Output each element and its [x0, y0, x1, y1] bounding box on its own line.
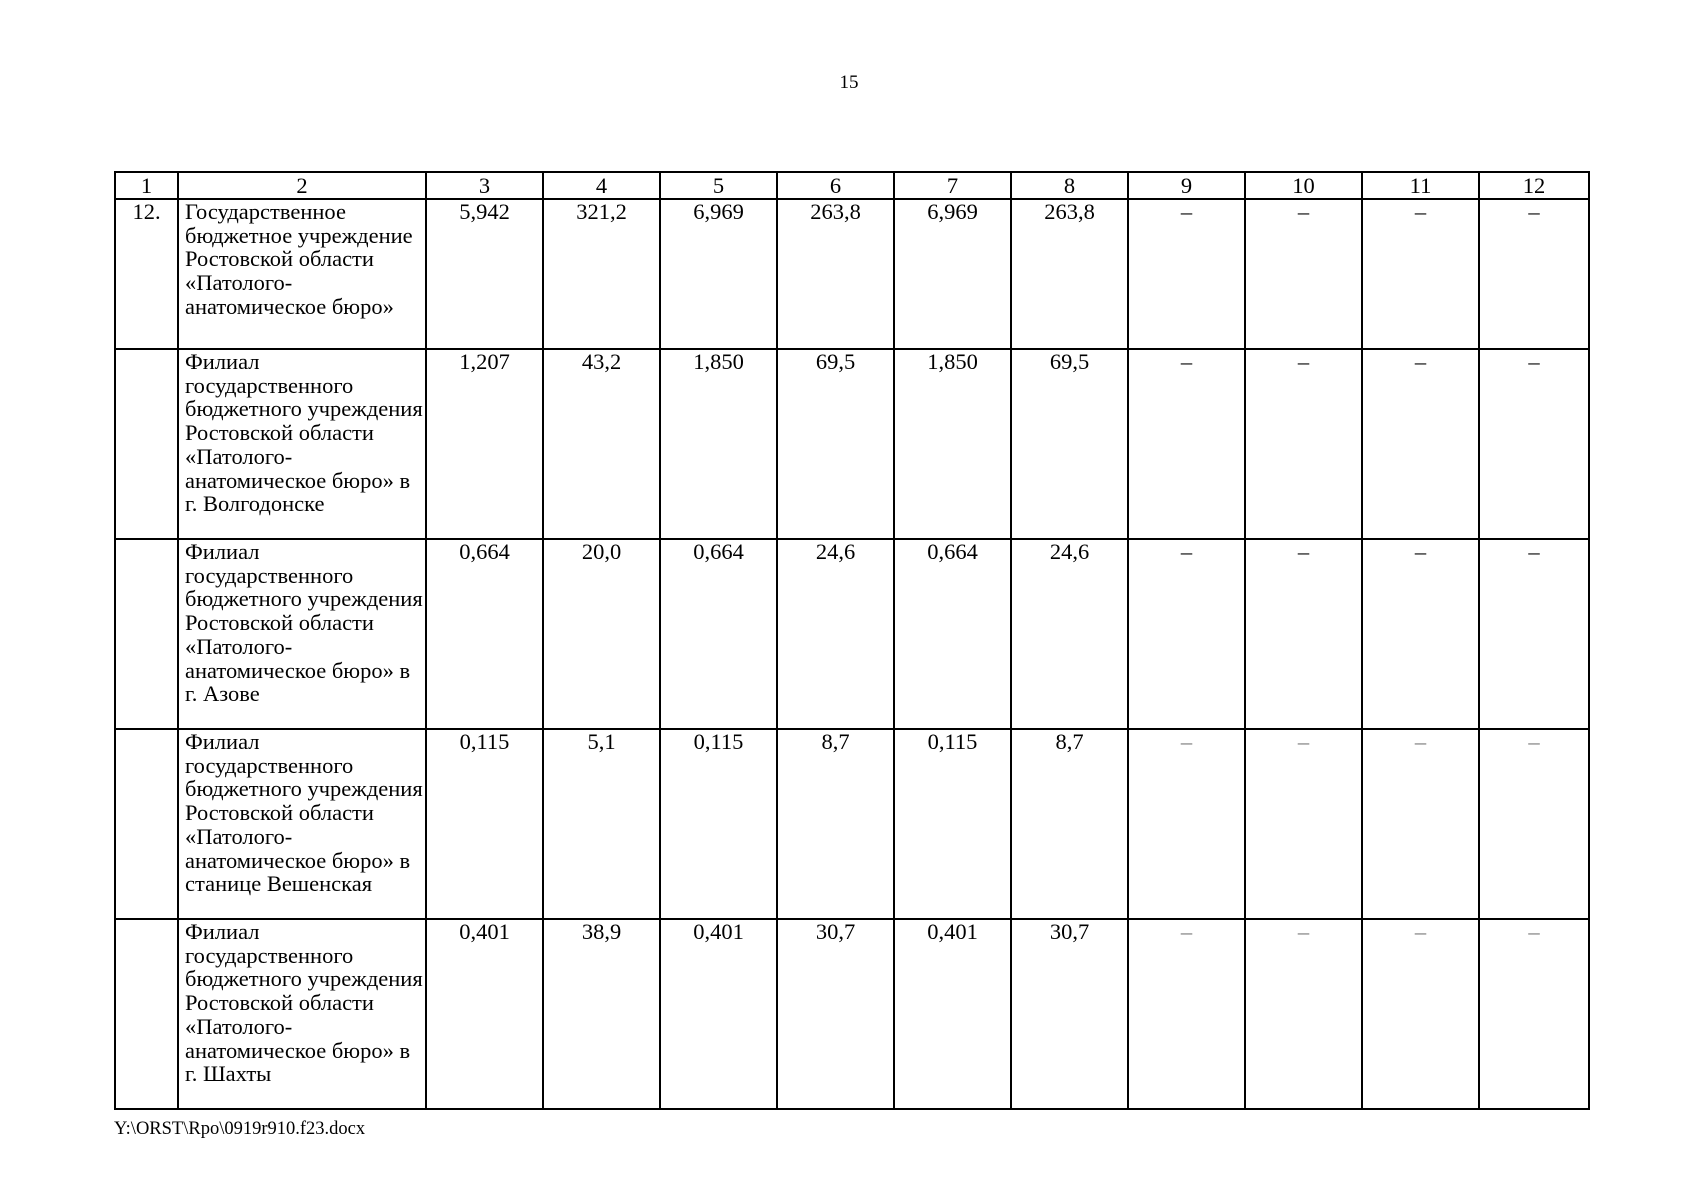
institution-name: Филиал государственного бюджетного учреждения Ростовской области «Патолого-анатомическое бюро» в г. Волгодонске — [178, 349, 426, 539]
value-cell: 1,850 — [660, 349, 777, 539]
value-cell: 1,850 — [894, 349, 1011, 539]
column-header: 3 — [426, 172, 543, 199]
value-cell: 321,2 — [543, 199, 660, 349]
row-index — [115, 729, 178, 919]
table-row — [115, 199, 1589, 349]
table-header-row — [115, 172, 1589, 199]
row-index — [115, 919, 178, 1109]
column-header: 11 — [1362, 172, 1479, 199]
table-row — [115, 919, 1589, 1109]
institution-name: Филиал государственного бюджетного учреждения Ростовской области «Патолого-анатомическое бюро» в г. Шахты — [178, 919, 426, 1109]
value-cell: 0,115 — [426, 729, 543, 919]
row-index — [115, 349, 178, 539]
value-cell: 30,7 — [777, 919, 894, 1109]
value-cell: 0,115 — [894, 729, 1011, 919]
value-cell: 0,664 — [894, 539, 1011, 729]
dash-cell: – — [1245, 919, 1362, 1109]
dash-cell: – — [1362, 539, 1479, 729]
page-number: 15 — [839, 72, 859, 93]
column-header: 5 — [660, 172, 777, 199]
dash-cell: – — [1479, 199, 1589, 349]
dash-cell: – — [1479, 539, 1589, 729]
column-header: 8 — [1011, 172, 1128, 199]
column-header: 4 — [543, 172, 660, 199]
value-cell: 69,5 — [777, 349, 894, 539]
value-cell: 5,1 — [543, 729, 660, 919]
value-cell: 6,969 — [894, 199, 1011, 349]
dash-cell: – — [1128, 349, 1245, 539]
value-cell: 0,401 — [660, 919, 777, 1109]
institution-name: Филиал государственного бюджетного учреждения Ростовской области «Патолого-анатомическое бюро» в станице Вешенская — [178, 729, 426, 919]
dash-cell: – — [1362, 729, 1479, 919]
dash-cell: – — [1245, 199, 1362, 349]
value-cell: 8,7 — [777, 729, 894, 919]
dash-cell: – — [1128, 539, 1245, 729]
dash-cell: – — [1245, 729, 1362, 919]
dash-cell: – — [1128, 729, 1245, 919]
value-cell: 8,7 — [1011, 729, 1128, 919]
table-row — [115, 539, 1589, 729]
value-cell: 0,664 — [426, 539, 543, 729]
dash-cell: – — [1479, 919, 1589, 1109]
value-cell: 0,664 — [660, 539, 777, 729]
dash-cell: – — [1128, 919, 1245, 1109]
value-cell: 263,8 — [1011, 199, 1128, 349]
dash-cell: – — [1362, 199, 1479, 349]
value-cell: 6,969 — [660, 199, 777, 349]
dash-cell: – — [1479, 729, 1589, 919]
value-cell: 38,9 — [543, 919, 660, 1109]
value-cell: 30,7 — [1011, 919, 1128, 1109]
dash-cell: – — [1245, 349, 1362, 539]
table-row — [115, 729, 1589, 919]
value-cell: 20,0 — [543, 539, 660, 729]
footer-file-path: Y:\ORST\Rpo\0919r910.f23.docx — [114, 1119, 366, 1139]
value-cell: 1,207 — [426, 349, 543, 539]
dash-cell: – — [1479, 349, 1589, 539]
value-cell: 5,942 — [426, 199, 543, 349]
institution-name: Филиал государственного бюджетного учреждения Ростовской области «Патолого-анатомическое бюро» в г. Азове — [178, 539, 426, 729]
value-cell: 0,401 — [894, 919, 1011, 1109]
dash-cell: – — [1362, 919, 1479, 1109]
column-header: 9 — [1128, 172, 1245, 199]
dash-cell: – — [1362, 349, 1479, 539]
value-cell: 0,401 — [426, 919, 543, 1109]
dash-cell: – — [1128, 199, 1245, 349]
table-row — [115, 349, 1589, 539]
data-table — [114, 171, 1590, 1110]
value-cell: 263,8 — [777, 199, 894, 349]
column-header: 12 — [1479, 172, 1589, 199]
value-cell: 69,5 — [1011, 349, 1128, 539]
column-header: 10 — [1245, 172, 1362, 199]
institution-name: Государственное бюджетное учреждение Ростовской области «Патолого-анатомическое бюро» — [178, 199, 426, 349]
column-header: 1 — [115, 172, 178, 199]
column-header: 7 — [894, 172, 1011, 199]
column-header: 6 — [777, 172, 894, 199]
value-cell: 24,6 — [1011, 539, 1128, 729]
row-index — [115, 539, 178, 729]
column-header: 2 — [178, 172, 426, 199]
value-cell: 24,6 — [777, 539, 894, 729]
dash-cell: – — [1245, 539, 1362, 729]
value-cell: 0,115 — [660, 729, 777, 919]
row-index: 12. — [115, 199, 178, 349]
value-cell: 43,2 — [543, 349, 660, 539]
